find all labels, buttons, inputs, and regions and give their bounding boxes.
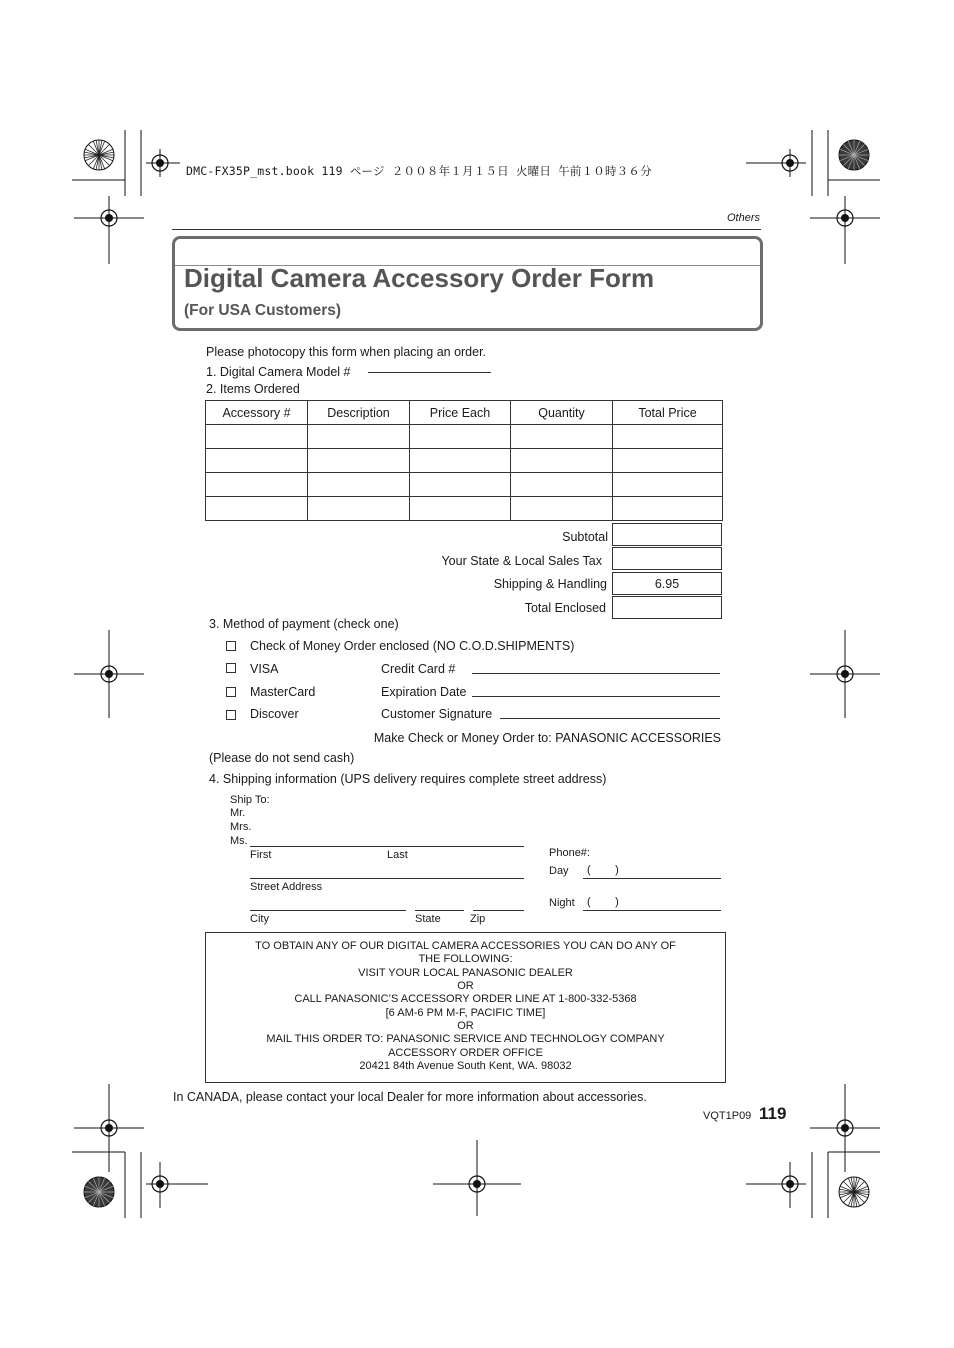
credit-card-field[interactable] — [472, 673, 720, 674]
day-paren: ( ) — [587, 864, 619, 876]
info-line: MAIL THIS ORDER TO: PANASONIC SERVICE AND TECHNOLOGY COMPANY — [266, 1033, 665, 1045]
table-cell[interactable] — [613, 449, 723, 473]
night-label: Night — [549, 897, 575, 909]
page-title: Digital Camera Accessory Order Form — [184, 263, 655, 293]
table-cell[interactable] — [206, 449, 308, 473]
info-line: TO OBTAIN ANY OF OUR DIGITAL CAMERA ACCESSORIES YOU CAN DO ANY OF — [255, 940, 676, 952]
table-cell[interactable] — [511, 473, 613, 497]
check-checkbox[interactable] — [226, 641, 236, 651]
shipping-value: 6.95 — [612, 572, 722, 595]
city-label: City — [250, 913, 269, 925]
expiration-label: Expiration Date — [381, 685, 467, 699]
city-field[interactable] — [250, 910, 406, 911]
ordering-info-box — [205, 932, 726, 1083]
table-header-row — [206, 401, 723, 425]
day-phone-field[interactable] — [583, 878, 721, 879]
visa-checkbox[interactable] — [226, 663, 236, 673]
table-cell[interactable] — [410, 449, 511, 473]
discover-label: Discover — [250, 707, 299, 721]
last-label: Last — [387, 849, 408, 861]
street-field[interactable] — [250, 878, 524, 879]
street-label: Street Address — [250, 881, 323, 893]
visa-label: VISA — [250, 662, 279, 676]
col-total-price: Total Price — [613, 401, 723, 425]
signature-label: Customer Signature — [381, 707, 493, 721]
table-cell[interactable] — [206, 425, 308, 449]
table-row — [206, 473, 723, 497]
night-phone-field[interactable] — [583, 910, 721, 911]
subtotal-label: Subtotal — [562, 530, 608, 544]
table-cell[interactable] — [410, 497, 511, 521]
table-cell[interactable] — [308, 425, 410, 449]
shipping-label: Shipping & Handling — [493, 577, 607, 591]
signature-field[interactable] — [500, 718, 720, 719]
table-cell[interactable] — [511, 425, 613, 449]
page-number: 119 — [759, 1104, 787, 1123]
info-line: CALL PANASONIC’S ACCESSORY ORDER LINE AT 1-800-332-5368 — [294, 993, 637, 1005]
state-field[interactable] — [415, 910, 464, 911]
ship-to-label: Ship To: — [230, 794, 270, 806]
mr-label: Mr. — [230, 807, 246, 819]
table-cell[interactable] — [613, 497, 723, 521]
table-cell[interactable] — [206, 497, 308, 521]
table-cell[interactable] — [308, 473, 410, 497]
tax-field[interactable] — [612, 547, 722, 570]
payment-label: 3. Method of payment (check one) — [209, 617, 399, 631]
info-line: THE FOLLOWING: — [418, 953, 513, 965]
table-cell[interactable] — [613, 425, 723, 449]
title-box — [172, 236, 763, 331]
info-line: VISIT YOUR LOCAL PANASONIC DEALER — [358, 967, 573, 979]
col-price-each: Price Each — [410, 401, 511, 425]
shipping-info-label: 4. Shipping information (UPS delivery requires complete street address) — [209, 772, 607, 786]
info-line: OR — [457, 1020, 474, 1032]
first-label: First — [250, 849, 272, 861]
name-field[interactable] — [250, 846, 524, 847]
credit-card-label: Credit Card # — [381, 662, 456, 676]
table-cell[interactable] — [511, 449, 613, 473]
mrs-label: Mrs. — [230, 821, 252, 833]
items-label: 2. Items Ordered — [206, 382, 300, 396]
table-row — [206, 449, 723, 473]
discover-checkbox[interactable] — [226, 710, 236, 720]
page-subtitle: (For USA Customers) — [184, 302, 342, 319]
table-cell[interactable] — [206, 473, 308, 497]
total-label: Total Enclosed — [524, 601, 606, 615]
table-cell[interactable] — [410, 425, 511, 449]
table-cell[interactable] — [308, 497, 410, 521]
print-header: DMC-FX35P_mst.book 119 ページ ２００８年１月１５日 火曜日 午前１０時３６分 — [186, 164, 652, 178]
state-label: State — [415, 913, 441, 925]
mastercard-checkbox[interactable] — [226, 687, 236, 697]
no-cash-note: (Please do not send cash) — [209, 751, 355, 765]
col-description: Description — [308, 401, 410, 425]
zip-field[interactable] — [473, 910, 524, 911]
info-line: [6 AM-6 PM M-F, PACIFIC TIME] — [385, 1007, 546, 1019]
ms-label: Ms. — [230, 835, 248, 847]
total-field[interactable] — [612, 596, 722, 619]
info-line: ACCESSORY ORDER OFFICE — [388, 1047, 543, 1059]
day-label: Day — [549, 865, 569, 877]
zip-label: Zip — [470, 913, 486, 925]
table-row — [206, 425, 723, 449]
col-quantity: Quantity — [511, 401, 613, 425]
section-label: Others — [727, 212, 761, 224]
check-option-label: Check of Money Order enclosed (NO C.O.D.SHIPMENTS) — [250, 639, 575, 653]
expiration-field[interactable] — [472, 696, 720, 697]
night-paren: ( ) — [587, 896, 619, 908]
col-accessory: Accessory # — [206, 401, 308, 425]
table-cell[interactable] — [410, 473, 511, 497]
make-check-note: Make Check or Money Order to: PANASONIC ACCESSORIES — [373, 731, 721, 745]
table-row — [206, 497, 723, 521]
document-code: VQT1P09 — [703, 1110, 752, 1122]
model-label: 1. Digital Camera Model # — [206, 365, 351, 379]
table-cell[interactable] — [613, 473, 723, 497]
table-cell[interactable] — [308, 449, 410, 473]
intro-text: Please photocopy this form when placing an order. — [206, 345, 487, 359]
subtotal-field[interactable] — [612, 523, 722, 546]
table-cell[interactable] — [511, 497, 613, 521]
canada-note: In CANADA, please contact your local Dealer for more information about accessories. — [173, 1090, 647, 1104]
info-line: OR — [457, 980, 474, 992]
info-line: 20421 84th Avenue South Kent, WA. 98032 — [359, 1060, 572, 1072]
tax-label: Your State & Local Sales Tax — [441, 554, 602, 568]
header-rule — [172, 229, 761, 230]
model-field[interactable] — [368, 372, 491, 373]
mastercard-label: MasterCard — [250, 685, 316, 699]
items-table — [205, 400, 723, 521]
phone-label: Phone#: — [549, 847, 590, 859]
